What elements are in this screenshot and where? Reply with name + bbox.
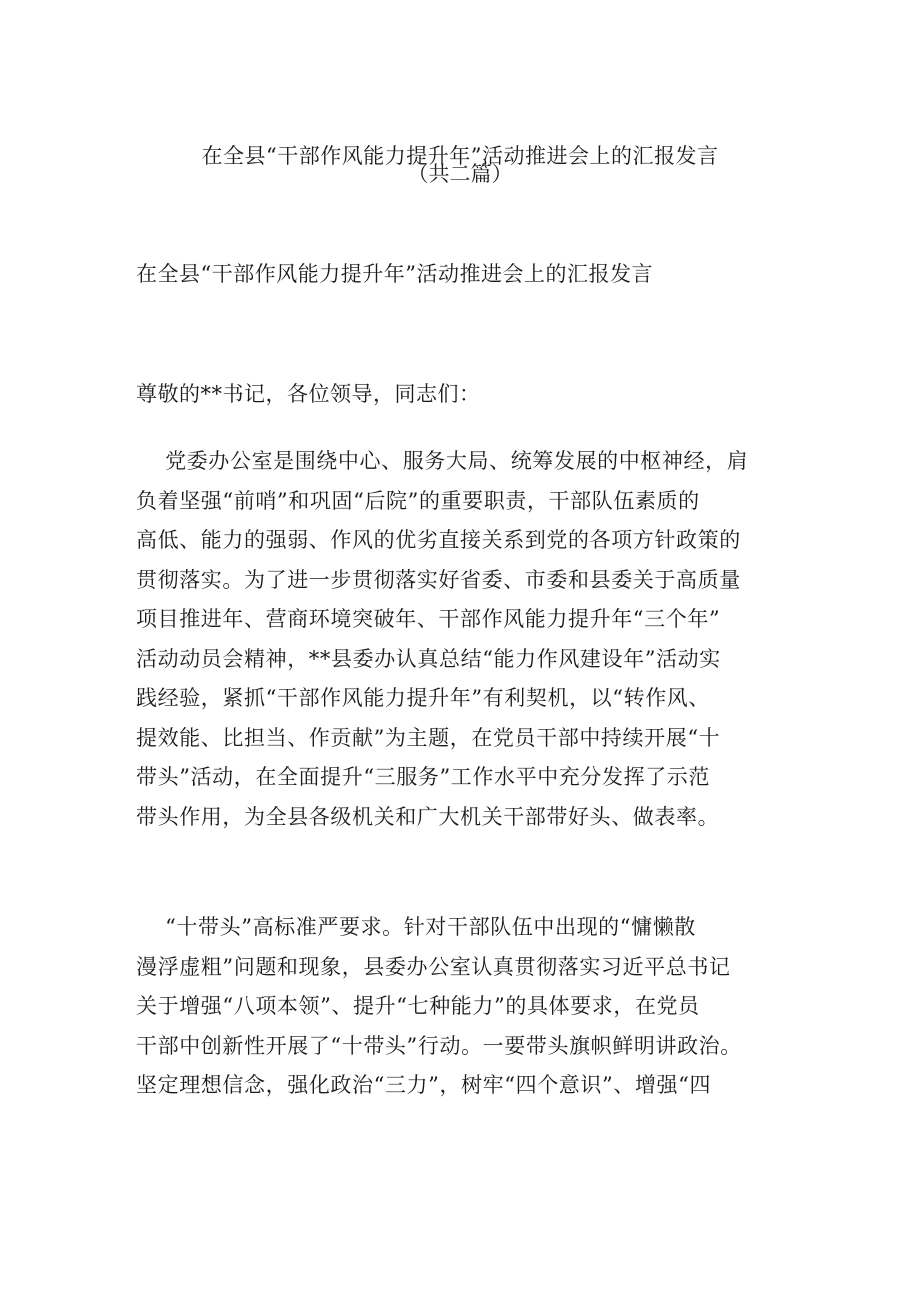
text-line: 负着坚强“前哨”和巩固“后院”的重要职责，干部队伍素质的 <box>136 488 700 513</box>
text-line: 带头”活动，在全面提升“三服务”工作水平中充分发挥了示范 <box>136 765 711 789</box>
document-subtitle: （共二篇） <box>407 162 513 186</box>
paragraph-1 <box>136 442 796 837</box>
text-line: 贯彻落实。为了进一步贯彻落实好省委、市委和县委关于高质量 <box>136 567 741 592</box>
text-line: 关于增强“八项本领”、提升“七种能力”的具体要求，在党员 <box>136 994 700 1018</box>
text-line: 高低、能力的强弱、作风的优劣直接关系到党的各项方针政策的 <box>136 528 741 552</box>
salutation: 尊敬的**书记，各位领导，同志们： <box>136 382 481 406</box>
text-line: 坚定理想信念，强化政治“三力”，树牢“四个意识”、增强“四 <box>136 1073 712 1097</box>
text-line: “十带头”高标准严要求。针对干部队伍中出现的“慵懒散 <box>136 915 696 939</box>
text-line: 漫浮虚粗”问题和现象，县委办公室认真贯彻落实习近平总书记 <box>136 954 731 979</box>
text-line: 带头作用，为全县各级机关和广大机关干部带好头、做表率。 <box>136 804 720 829</box>
speech-heading: 在全县“干部作风能力提升年”活动推进会上的汇报发言 <box>136 262 653 286</box>
text-line: 项目推进年、营商环境突破年、干部作风能力提升年“三个年” <box>136 607 721 631</box>
text-line: 干部中创新性开展了“十带头”行动。一要带头旗帜鲜明讲政治。 <box>136 1033 742 1058</box>
text-line: 提效能、比担当、作贡献”为主题，在党员干部中持续开展“十 <box>136 725 721 750</box>
text-line: 活动动员会精神，**县委办认真总结“能力作风建设年”活动实 <box>136 646 721 671</box>
paragraph-2 <box>136 908 796 1106</box>
document-title: 在全县“干部作风能力提升年”活动推进会上的汇报发言 <box>201 144 719 168</box>
text-line: 党委办公室是围绕中心、服务大局、统筹发展的中枢神经，肩 <box>136 449 749 473</box>
text-line: 践经验，紧抓“干部作风能力提升年”有利契机，以“转作风、 <box>136 686 711 710</box>
